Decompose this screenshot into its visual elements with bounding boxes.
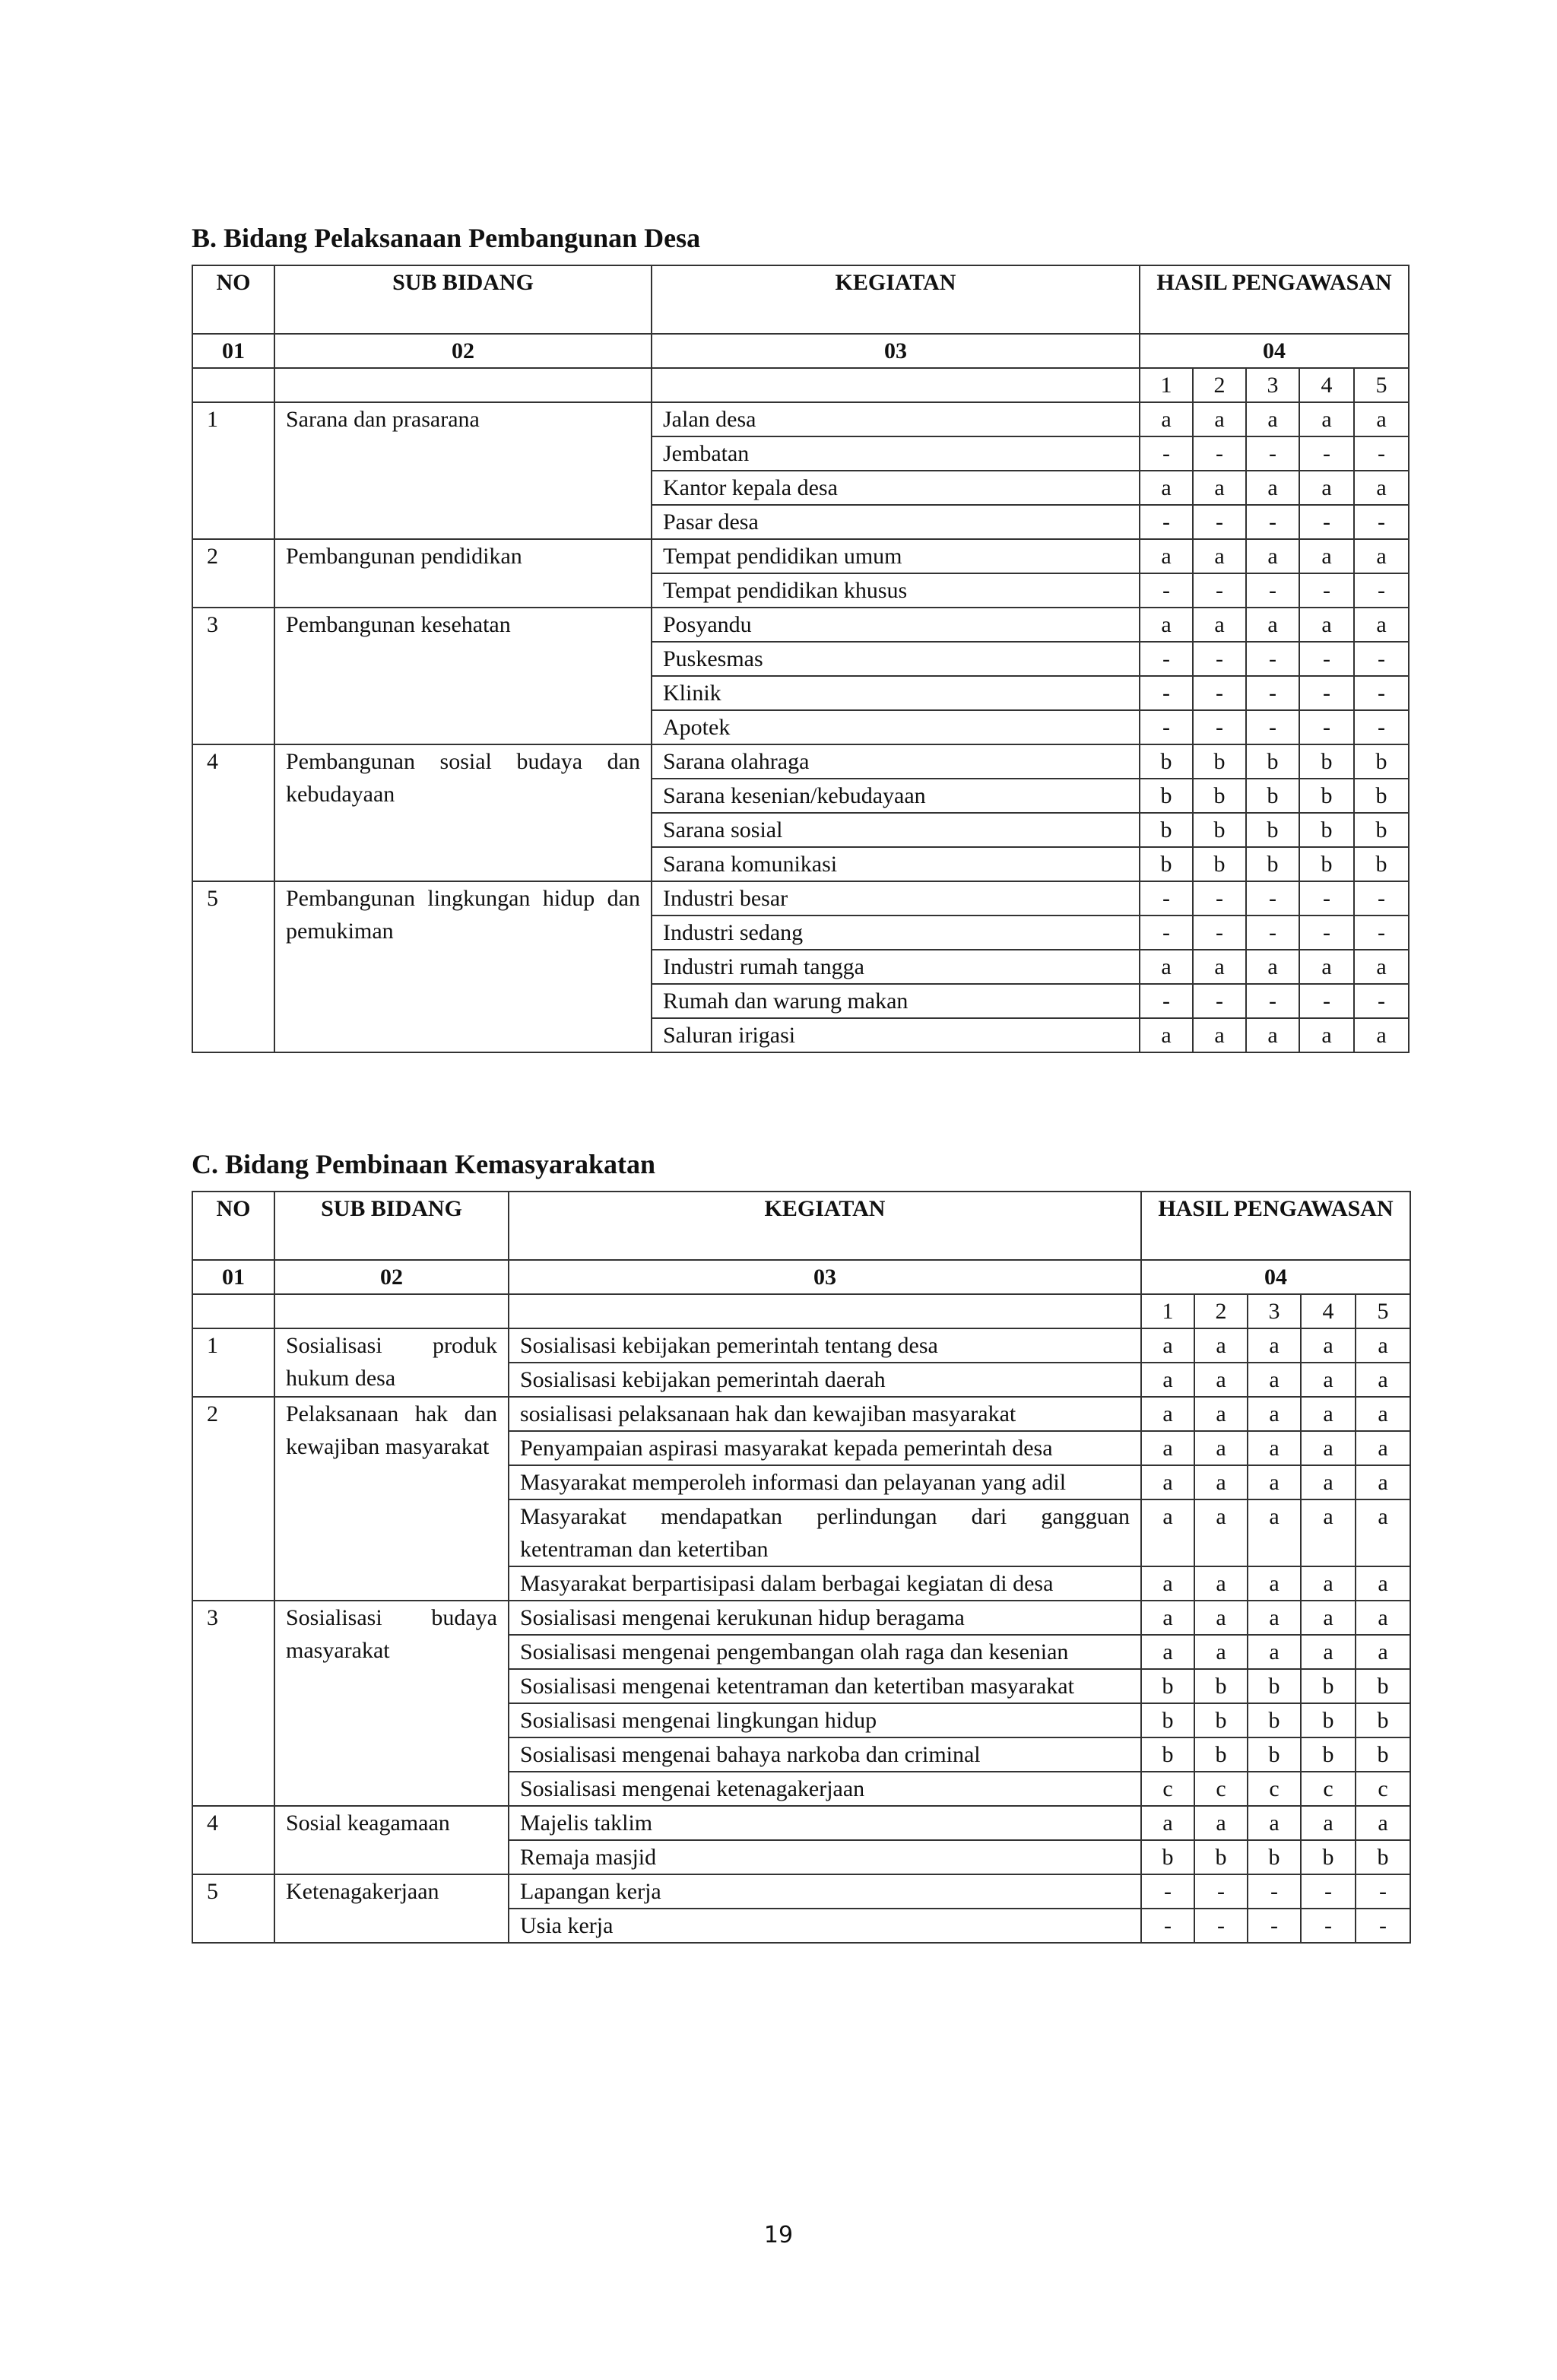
row-number: 4 (192, 744, 274, 881)
kegiatan-cell: Penyampaian aspirasi masyarakat kepada pemerintah desa (509, 1431, 1141, 1465)
kegiatan-cell: Majelis taklim (509, 1806, 1141, 1840)
hasil-cell: b (1141, 1737, 1194, 1772)
table-pelaksanaan-pembangunan (192, 265, 1410, 1053)
table-row (192, 1874, 1410, 1909)
hasil-cell: a (1356, 1601, 1410, 1635)
hasil-cell: a (1140, 402, 1193, 436)
hasil-cell: a (1246, 608, 1299, 642)
hasil-cell: b (1194, 1703, 1248, 1737)
hasil-cell: a (1301, 1363, 1356, 1397)
hasil-cell: a (1248, 1465, 1301, 1499)
empty-cell (192, 1294, 274, 1328)
kegiatan-cell: Tempat pendidikan khusus (652, 573, 1140, 608)
hasil-cell: - (1140, 916, 1193, 950)
score-index: 1 (1141, 1294, 1194, 1328)
hasil-cell: b (1193, 779, 1246, 813)
hasil-cell: b (1301, 1737, 1356, 1772)
hasil-cell: a (1356, 1499, 1410, 1566)
kegiatan-cell: Lapangan kerja (509, 1874, 1141, 1909)
hasil-cell: - (1140, 881, 1193, 916)
hasil-cell: b (1356, 1840, 1410, 1874)
hasil-cell: a (1140, 1018, 1193, 1052)
kegiatan-cell: Posyandu (652, 608, 1140, 642)
hasil-cell: b (1301, 1840, 1356, 1874)
hasil-cell: - (1140, 436, 1193, 471)
hasil-cell: - (1193, 642, 1246, 676)
header-row (192, 1192, 1410, 1260)
empty-cell (509, 1294, 1141, 1328)
score-index: 1 (1140, 368, 1193, 402)
hasil-cell: a (1194, 1499, 1248, 1566)
hasil-cell: b (1299, 847, 1354, 881)
hasil-cell: a (1299, 539, 1354, 573)
hasil-cell: - (1141, 1909, 1194, 1943)
hasil-cell: c (1194, 1772, 1248, 1806)
hasil-cell: b (1140, 813, 1193, 847)
hasil-cell: - (1140, 573, 1193, 608)
hasil-cell: a (1194, 1431, 1248, 1465)
hasil-cell: a (1299, 608, 1354, 642)
hasil-cell: a (1354, 402, 1409, 436)
hasil-cell: - (1354, 710, 1409, 744)
hasil-cell: b (1141, 1703, 1194, 1737)
column-code: 04 (1141, 1260, 1410, 1294)
hasil-cell: - (1248, 1909, 1301, 1943)
hasil-cell: a (1248, 1328, 1301, 1363)
sub-bidang-cell: Pembangunan sosial budaya dan kebudayaan (274, 744, 652, 881)
hasil-cell: - (1193, 436, 1246, 471)
hasil-cell: a (1299, 1018, 1354, 1052)
kegiatan-cell: Sosialisasi mengenai ketenagakerjaan (509, 1772, 1141, 1806)
hasil-cell: - (1299, 573, 1354, 608)
kegiatan-cell: Klinik (652, 676, 1140, 710)
hasil-cell: b (1246, 744, 1299, 779)
hasil-cell: b (1141, 1669, 1194, 1703)
score-index: 2 (1194, 1294, 1248, 1328)
kegiatan-cell: Rumah dan warung makan (652, 984, 1140, 1018)
hasil-cell: a (1141, 1397, 1194, 1431)
hasil-cell: a (1140, 539, 1193, 573)
hasil-cell: b (1193, 744, 1246, 779)
column-code: 03 (509, 1260, 1141, 1294)
hasil-cell: a (1301, 1328, 1356, 1363)
hasil-cell: b (1354, 744, 1409, 779)
hasil-cell: - (1299, 505, 1354, 539)
table-row (192, 1806, 1410, 1840)
hasil-cell: a (1301, 1431, 1356, 1465)
header-sub-bidang: SUB BIDANG (274, 265, 652, 334)
hasil-cell: - (1193, 984, 1246, 1018)
hasil-cell: a (1248, 1499, 1301, 1566)
row-number: 1 (192, 1328, 274, 1397)
hasil-cell: b (1354, 779, 1409, 813)
hasil-cell: a (1356, 1397, 1410, 1431)
score-index: 3 (1246, 368, 1299, 402)
hasil-cell: - (1246, 676, 1299, 710)
hasil-cell: - (1299, 881, 1354, 916)
hasil-cell: c (1301, 1772, 1356, 1806)
kegiatan-cell: Sosialisasi mengenai bahaya narkoba dan criminal (509, 1737, 1141, 1772)
sub-bidang-cell: Pembangunan kesehatan (274, 608, 652, 744)
hasil-cell: b (1140, 779, 1193, 813)
score-index: 3 (1248, 1294, 1301, 1328)
hasil-cell: a (1354, 608, 1409, 642)
header-no: NO (192, 1192, 274, 1260)
hasil-cell: b (1356, 1669, 1410, 1703)
score-index: 2 (1193, 368, 1246, 402)
section-title-c: C. Bidang Pembinaan Kemasyarakatan (192, 1149, 656, 1179)
row-number: 4 (192, 1806, 274, 1874)
kegiatan-cell: Sosialisasi mengenai ketentraman dan ketertiban masyarakat (509, 1669, 1141, 1703)
hasil-cell: a (1193, 1018, 1246, 1052)
hasil-cell: b (1301, 1703, 1356, 1737)
hasil-cell: a (1141, 1601, 1194, 1635)
hasil-cell: a (1356, 1465, 1410, 1499)
hasil-cell: a (1301, 1635, 1356, 1669)
hasil-cell: - (1354, 436, 1409, 471)
sub-bidang-cell: Pembangunan pendidikan (274, 539, 652, 608)
hasil-cell: a (1194, 1601, 1248, 1635)
hasil-cell: a (1193, 402, 1246, 436)
hasil-cell: b (1246, 779, 1299, 813)
hasil-cell: a (1193, 608, 1246, 642)
kegiatan-cell: Sarana sosial (652, 813, 1140, 847)
hasil-cell: a (1194, 1806, 1248, 1840)
hasil-cell: b (1248, 1737, 1301, 1772)
table-row (192, 881, 1409, 916)
hasil-cell: - (1246, 710, 1299, 744)
hasil-cell: a (1354, 539, 1409, 573)
sub-bidang-cell: Sosialisasi budaya masyarakat (274, 1601, 509, 1806)
hasil-cell: b (1194, 1840, 1248, 1874)
hasil-cell: - (1140, 984, 1193, 1018)
hasil-cell: a (1194, 1397, 1248, 1431)
column-code-row (192, 1260, 1410, 1294)
kegiatan-cell: Sosialisasi mengenai pengembangan olah raga dan kesenian (509, 1635, 1141, 1669)
hasil-cell: a (1354, 1018, 1409, 1052)
hasil-cell: b (1354, 847, 1409, 881)
kegiatan-cell: Jembatan (652, 436, 1140, 471)
hasil-cell: b (1246, 813, 1299, 847)
hasil-cell: - (1140, 710, 1193, 744)
empty-cell (192, 368, 274, 402)
kegiatan-cell: Sosialisasi kebijakan pemerintah tentang desa (509, 1328, 1141, 1363)
kegiatan-cell: Industri sedang (652, 916, 1140, 950)
header-no: NO (192, 265, 274, 334)
hasil-cell: - (1354, 642, 1409, 676)
hasil-cell: - (1193, 881, 1246, 916)
hasil-cell: a (1248, 1397, 1301, 1431)
score-index: 5 (1354, 368, 1409, 402)
hasil-cell: a (1194, 1635, 1248, 1669)
hasil-cell: a (1141, 1635, 1194, 1669)
table-row (192, 1328, 1410, 1363)
hasil-cell: - (1354, 505, 1409, 539)
hasil-cell: a (1140, 950, 1193, 984)
score-index: 4 (1299, 368, 1354, 402)
hasil-cell: a (1141, 1431, 1194, 1465)
hasil-cell: b (1356, 1737, 1410, 1772)
hasil-cell: - (1194, 1909, 1248, 1943)
row-number: 2 (192, 1397, 274, 1601)
hasil-cell: a (1194, 1328, 1248, 1363)
hasil-cell: a (1299, 471, 1354, 505)
table-row (192, 402, 1409, 436)
hasil-cell: a (1356, 1806, 1410, 1840)
kegiatan-cell: Sosialisasi mengenai kerukunan hidup beragama (509, 1601, 1141, 1635)
score-index-row (192, 1294, 1410, 1328)
kegiatan-cell: Puskesmas (652, 642, 1140, 676)
kegiatan-cell: Sarana komunikasi (652, 847, 1140, 881)
column-code: 01 (192, 334, 274, 368)
hasil-cell: a (1248, 1431, 1301, 1465)
hasil-cell: a (1356, 1328, 1410, 1363)
hasil-cell: - (1299, 436, 1354, 471)
hasil-cell: - (1299, 984, 1354, 1018)
kegiatan-cell: Apotek (652, 710, 1140, 744)
hasil-cell: b (1141, 1840, 1194, 1874)
hasil-cell: - (1354, 573, 1409, 608)
hasil-cell: - (1354, 984, 1409, 1018)
table-row (192, 1397, 1410, 1431)
hasil-cell: a (1248, 1601, 1301, 1635)
sub-bidang-cell: Ketenagakerjaan (274, 1874, 509, 1943)
column-code: 02 (274, 1260, 509, 1294)
hasil-cell: a (1246, 1018, 1299, 1052)
empty-cell (652, 368, 1140, 402)
hasil-cell: c (1141, 1772, 1194, 1806)
hasil-cell: - (1246, 881, 1299, 916)
hasil-cell: a (1141, 1499, 1194, 1566)
hasil-cell: b (1248, 1840, 1301, 1874)
header-sub-bidang: SUB BIDANG (274, 1192, 509, 1260)
column-code: 01 (192, 1260, 274, 1294)
kegiatan-cell: Remaja masjid (509, 1840, 1141, 1874)
hasil-cell: a (1141, 1806, 1194, 1840)
hasil-cell: a (1356, 1566, 1410, 1601)
hasil-cell: a (1356, 1431, 1410, 1465)
hasil-cell: a (1140, 471, 1193, 505)
hasil-cell: - (1299, 676, 1354, 710)
hasil-cell: - (1299, 642, 1354, 676)
kegiatan-cell: Sarana olahraga (652, 744, 1140, 779)
hasil-cell: a (1248, 1566, 1301, 1601)
hasil-cell: a (1354, 471, 1409, 505)
hasil-cell: a (1194, 1465, 1248, 1499)
kegiatan-cell: Tempat pendidikan umum (652, 539, 1140, 573)
hasil-cell: b (1356, 1703, 1410, 1737)
hasil-cell: b (1299, 744, 1354, 779)
kegiatan-cell: Sarana kesenian/kebudayaan (652, 779, 1140, 813)
hasil-cell: - (1354, 881, 1409, 916)
sub-bidang-cell: Pelaksanaan hak dan kewajiban masyarakat (274, 1397, 509, 1601)
kegiatan-cell: Kantor kepala desa (652, 471, 1140, 505)
kegiatan-cell: Masyarakat memperoleh informasi dan pelayanan yang adil (509, 1465, 1141, 1499)
hasil-cell: a (1193, 950, 1246, 984)
hasil-cell: b (1299, 779, 1354, 813)
hasil-cell: - (1246, 505, 1299, 539)
sub-bidang-cell: Pembangunan lingkungan hidup dan pemukiman (274, 881, 652, 1052)
hasil-cell: - (1248, 1874, 1301, 1909)
hasil-cell: - (1141, 1874, 1194, 1909)
sub-bidang-cell: Sarana dan prasarana (274, 402, 652, 539)
hasil-cell: a (1141, 1465, 1194, 1499)
hasil-cell: - (1246, 984, 1299, 1018)
hasil-cell: - (1246, 436, 1299, 471)
hasil-cell: - (1193, 573, 1246, 608)
hasil-cell: - (1299, 710, 1354, 744)
hasil-cell: a (1248, 1806, 1301, 1840)
hasil-cell: - (1193, 710, 1246, 744)
hasil-cell: b (1194, 1737, 1248, 1772)
hasil-cell: a (1193, 539, 1246, 573)
kegiatan-cell: Usia kerja (509, 1909, 1141, 1943)
hasil-cell: a (1248, 1635, 1301, 1669)
table-row (192, 608, 1409, 642)
kegiatan-cell: Masyarakat mendapatkan perlindungan dari gangguan ketentraman dan ketertiban (509, 1499, 1141, 1566)
hasil-cell: - (1354, 916, 1409, 950)
row-number: 3 (192, 608, 274, 744)
hasil-cell: a (1246, 471, 1299, 505)
row-number: 3 (192, 1601, 274, 1806)
section-title-b: B. Bidang Pelaksanaan Pembangunan Desa (192, 223, 701, 253)
hasil-cell: - (1193, 676, 1246, 710)
column-code-row (192, 334, 1409, 368)
row-number: 2 (192, 539, 274, 608)
row-number: 5 (192, 881, 274, 1052)
hasil-cell: - (1194, 1874, 1248, 1909)
hasil-cell: - (1140, 642, 1193, 676)
hasil-cell: a (1248, 1363, 1301, 1397)
hasil-cell: - (1246, 573, 1299, 608)
hasil-cell: b (1140, 847, 1193, 881)
header-kegiatan: KEGIATAN (652, 265, 1140, 334)
hasil-cell: - (1140, 676, 1193, 710)
table-pembinaan-kemasyarakatan (192, 1191, 1411, 1944)
hasil-cell: a (1356, 1635, 1410, 1669)
kegiatan-cell: Jalan desa (652, 402, 1140, 436)
hasil-cell: - (1246, 916, 1299, 950)
hasil-cell: - (1140, 505, 1193, 539)
hasil-cell: b (1194, 1669, 1248, 1703)
kegiatan-cell: Sosialisasi kebijakan pemerintah daerah (509, 1363, 1141, 1397)
column-code: 04 (1140, 334, 1409, 368)
score-index-row (192, 368, 1409, 402)
score-index: 5 (1356, 1294, 1410, 1328)
hasil-cell: a (1301, 1601, 1356, 1635)
hasil-cell: b (1193, 813, 1246, 847)
kegiatan-cell: Masyarakat berpartisipasi dalam berbagai kegiatan di desa (509, 1566, 1141, 1601)
hasil-cell: a (1140, 608, 1193, 642)
header-row (192, 265, 1409, 334)
page-number: 19 (763, 2222, 794, 2248)
hasil-cell: a (1194, 1566, 1248, 1601)
hasil-cell: - (1356, 1874, 1410, 1909)
table-row (192, 744, 1409, 779)
hasil-cell: a (1301, 1566, 1356, 1601)
hasil-cell: b (1354, 813, 1409, 847)
hasil-cell: b (1193, 847, 1246, 881)
hasil-cell: a (1301, 1397, 1356, 1431)
sub-bidang-cell: Sosial keagamaan (274, 1806, 509, 1874)
column-code: 03 (652, 334, 1140, 368)
hasil-cell: c (1356, 1772, 1410, 1806)
hasil-cell: a (1299, 950, 1354, 984)
hasil-cell: a (1141, 1363, 1194, 1397)
hasil-cell: b (1248, 1669, 1301, 1703)
hasil-cell: - (1354, 676, 1409, 710)
hasil-cell: a (1299, 402, 1354, 436)
hasil-cell: a (1246, 402, 1299, 436)
hasil-cell: - (1356, 1909, 1410, 1943)
hasil-cell: - (1193, 916, 1246, 950)
score-index: 4 (1301, 1294, 1356, 1328)
hasil-cell: - (1301, 1874, 1356, 1909)
table-row (192, 1601, 1410, 1635)
hasil-cell: a (1141, 1328, 1194, 1363)
row-number: 5 (192, 1874, 274, 1943)
row-number: 1 (192, 402, 274, 539)
hasil-cell: a (1301, 1806, 1356, 1840)
header-kegiatan: KEGIATAN (509, 1192, 1141, 1260)
sub-bidang-cell: Sosialisasi produk hukum desa (274, 1328, 509, 1397)
hasil-cell: b (1299, 813, 1354, 847)
kegiatan-cell: Saluran irigasi (652, 1018, 1140, 1052)
hasil-cell: - (1246, 642, 1299, 676)
hasil-cell: a (1246, 539, 1299, 573)
kegiatan-cell: Pasar desa (652, 505, 1140, 539)
hasil-cell: a (1356, 1363, 1410, 1397)
hasil-cell: a (1354, 950, 1409, 984)
hasil-cell: a (1194, 1363, 1248, 1397)
hasil-cell: b (1248, 1703, 1301, 1737)
hasil-cell: - (1299, 916, 1354, 950)
kegiatan-cell: sosialisasi pelaksanaan hak dan kewajiban masyarakat (509, 1397, 1141, 1431)
kegiatan-cell: Industri rumah tangga (652, 950, 1140, 984)
hasil-cell: c (1248, 1772, 1301, 1806)
hasil-cell: - (1301, 1909, 1356, 1943)
header-hasil-pengawasan: HASIL PENGAWASAN (1140, 265, 1409, 334)
hasil-cell: b (1246, 847, 1299, 881)
empty-cell (274, 1294, 509, 1328)
hasil-cell: b (1140, 744, 1193, 779)
column-code: 02 (274, 334, 652, 368)
kegiatan-cell: Sosialisasi mengenai lingkungan hidup (509, 1703, 1141, 1737)
header-hasil-pengawasan: HASIL PENGAWASAN (1141, 1192, 1410, 1260)
hasil-cell: a (1141, 1566, 1194, 1601)
kegiatan-cell: Industri besar (652, 881, 1140, 916)
hasil-cell: a (1193, 471, 1246, 505)
empty-cell (274, 368, 652, 402)
hasil-cell: - (1193, 505, 1246, 539)
hasil-cell: a (1246, 950, 1299, 984)
hasil-cell: a (1301, 1465, 1356, 1499)
hasil-cell: b (1301, 1669, 1356, 1703)
hasil-cell: a (1301, 1499, 1356, 1566)
table-row (192, 539, 1409, 573)
